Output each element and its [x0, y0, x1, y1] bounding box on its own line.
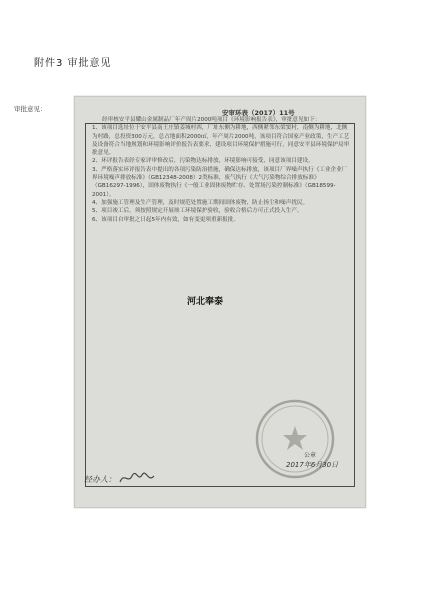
approval-date: 2017年6月30日 [286, 461, 339, 469]
handler-signature [118, 470, 158, 486]
handler-label: 经办人： [84, 475, 116, 484]
opinion-title: 审批意见： [14, 105, 47, 113]
seal-text: 公章 [304, 452, 317, 459]
watermark: 河北奉泰 [185, 294, 225, 307]
body-text: 经审核安平县耀山金属制品厂年产周片2000吨项目《环境影响报告表》，审批意见如下： 1、该项目选址位于安平县南王庄镇姜城村西，厂址东侧为耕地，西侧紧邻东梁窦村，南侧为耕地，北侧为村路，总投资300万元，总占地面积2000㎡，年产周片2000吨，该项目符合国家产业政策，生产工艺及设备符合当地规划和环境影响评价报告表要求，建设项目环境保护措施可行，同意安平县环境保护局审批意见。 2、环评报告表经专家评审修改后，污染物达标排放，环境影响可接受，同意该项目建设。 3、严格落实环评报告表中提出的各项污染防治措施，确保达标排放，该项目厂界噪声执行《工业企业厂界环境噪声排放标准》（GB12348-2008）2类标准，废气执行《大气污染物综合排放标准》（GB16297-1996），固体废物执行《一般工业固体废物贮存、处置场污染控制标准》（GB18599-2001）。 4、加强施工管理及生产管理，及时规范处置施工期间固体废物，防止扬尘和噪声扰民。 5、项目竣工后，须按照规定开展竣工环境保护验收，验收合格后方可正式投入生产。 6、该项目自审批之日起5年内有效，如有变更须重新报批。 [92, 117, 350, 223]
attachment-header: 附件3 审批意见 [34, 58, 112, 69]
doc-number: 安审环表（2017）11号 [222, 109, 295, 117]
